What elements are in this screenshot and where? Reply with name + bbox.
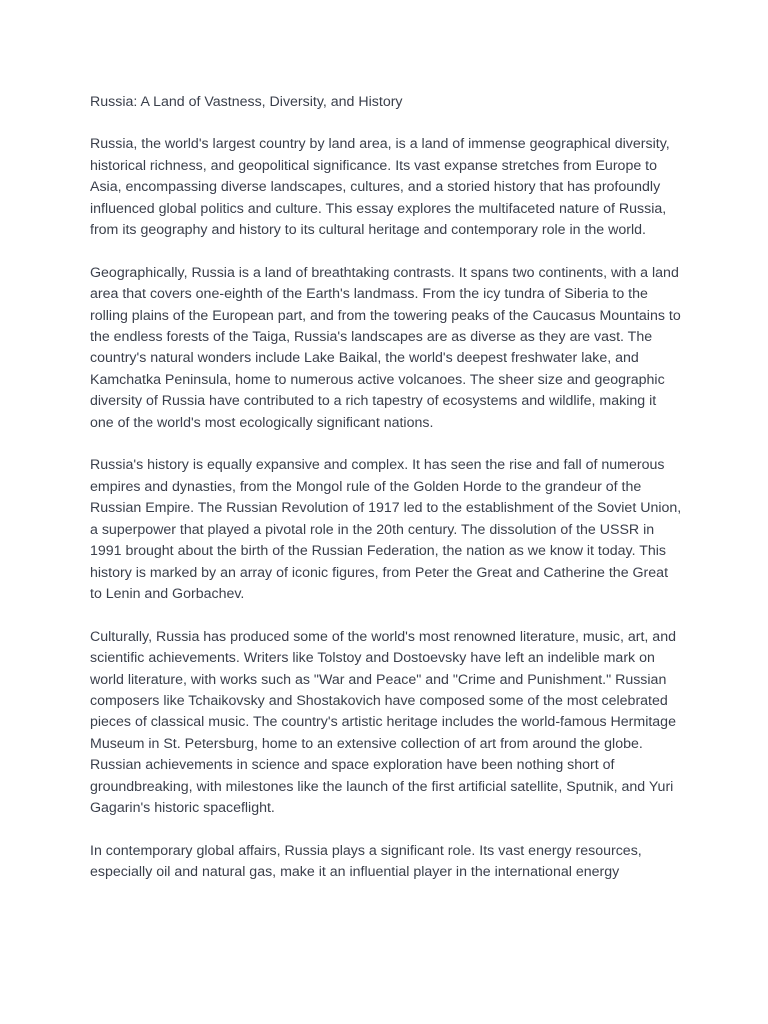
document-title: Russia: A Land of Vastness, Diversity, and History	[90, 94, 403, 110]
paragraph-contemporary: In contemporary global affairs, Russia plays a significant role. Its vast energy resources, especially oil and natural gas, make it an influential player in the international energy	[90, 842, 642, 881]
document-page	[90, 92, 682, 905]
paragraph-geography: Geographically, Russia is a land of breathtaking contrasts. It spans two continents, with a land area that covers one-eighth of the Earth's landmass. From the icy tundra of Siberia to the rolling plains of the European part, and from the towering peaks of the Caucasus Mountains to the endless forests of the Taiga, Russia's landscapes are as diverse as they are vast. The country's natural wonders include Lake Baikal, the world's deepest freshwater lake, and Kamchatka Peninsula, home to numerous active volcanoes. The sheer size and geographic diversity of Russia have contributed to a rich tapestry of ecosystems and wildlife, making it one of the world's most ecologically significant nations.	[90, 264, 681, 431]
paragraph-history: Russia's history is equally expansive and complex. It has seen the rise and fall of numerous empires and dynasties, from the Mongol rule of the Golden Horde to the grandeur of the Russian Empire. The Russian Revolution of 1917 led to the establishment of the Soviet Union, a superpower that played a pivotal role in the 20th century. The dissolution of the USSR in 1991 brought about the birth of the Russian Federation, the nation as we know it today. This history is marked by an array of iconic figures, from Peter the Great and Catherine the Great to Lenin and Gorbachev.	[90, 457, 682, 602]
paragraph-introduction: Russia, the world's largest country by land area, is a land of immense geographical diversity, historical richness, and geopolitical significance. Its vast expanse stretches from Europe to Asia, encompassing diverse landscapes, cultures, and a storied history that has profoundly influenced global politics and culture. This essay explores the multifaceted nature of Russia, from its geography and history to its cultural heritage and contemporary role in the world.	[90, 136, 670, 239]
paragraph-culture: Culturally, Russia has produced some of the world's most renowned literature, music, art, and scientific achievements. Writers like Tolstoy and Dostoevsky have left an indelible mark on world literature, with works such as "War and Peace" and "Crime and Punishment." Russian composers like Tchaikovsky and Shostakovich have composed some of the most celebrated pieces of classical music. The country's artistic heritage includes the world-famous Hermitage Museum in St. Petersburg, home to an extensive collection of art from around the globe. Russian achievements in science and space exploration have been nothing short of groundbreaking, with milestones like the launch of the first artificial satellite, Sputnik, and Yuri Gagarin's historic spaceflight.	[90, 628, 676, 816]
